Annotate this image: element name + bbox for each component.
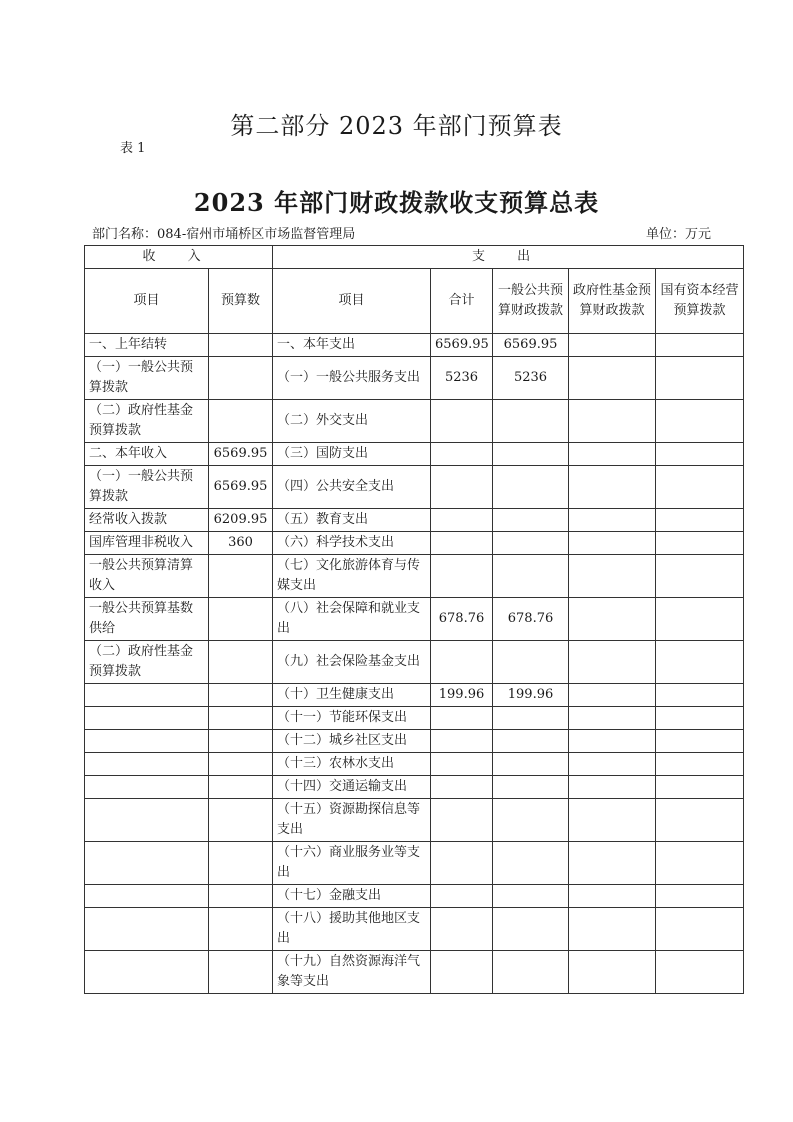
table-row	[85, 908, 744, 951]
expense-item-cell: （三）国防支出	[273, 443, 431, 466]
fund-budget-cell	[569, 357, 656, 400]
table-row	[85, 730, 744, 753]
expense-item-cell: （九）社会保险基金支出	[273, 641, 431, 684]
general-budget-cell: 678.76	[493, 598, 569, 641]
table-row	[85, 466, 744, 509]
general-budget-cell	[493, 443, 569, 466]
state-capital-cell	[656, 443, 744, 466]
expense-item-cell: （十四）交通运输支出	[273, 776, 431, 799]
expense-item-cell: （十七）金融支出	[273, 885, 431, 908]
income-value-cell	[209, 555, 273, 598]
fund-budget-cell	[569, 466, 656, 509]
income-value-cell	[209, 885, 273, 908]
general-budget-cell	[493, 799, 569, 842]
income-value-cell: 360	[209, 532, 273, 555]
total-cell	[431, 908, 493, 951]
total-cell: 5236	[431, 357, 493, 400]
total-cell	[431, 885, 493, 908]
table-row	[85, 951, 744, 994]
table-body	[85, 334, 744, 994]
total-cell	[431, 532, 493, 555]
income-group-header: 收 入	[85, 246, 273, 269]
expense-item-cell: （十八）援助其他地区支出	[273, 908, 431, 951]
income-value-cell	[209, 334, 273, 357]
state-capital-cell	[656, 532, 744, 555]
fund-budget-cell	[569, 684, 656, 707]
income-item-cell	[85, 684, 209, 707]
expense-item-header: 项目	[273, 269, 431, 334]
table-row	[85, 885, 744, 908]
table-row	[85, 334, 744, 357]
expense-item-cell: （六）科学技术支出	[273, 532, 431, 555]
general-budget-cell	[493, 730, 569, 753]
income-value-cell	[209, 842, 273, 885]
total-cell	[431, 799, 493, 842]
total-cell	[431, 730, 493, 753]
budget-table	[84, 245, 744, 994]
income-item-cell: （一）一般公共预算拨款	[85, 466, 209, 509]
income-item-cell: 一般公共预算基数供给	[85, 598, 209, 641]
table-title: 2023 年部门财政拨款收支预算总表	[193, 188, 600, 217]
total-cell	[431, 400, 493, 443]
state-capital-cell	[656, 598, 744, 641]
total-cell	[431, 641, 493, 684]
income-value-cell	[209, 598, 273, 641]
income-value-cell	[209, 908, 273, 951]
total-cell	[431, 555, 493, 598]
state-capital-cell	[656, 776, 744, 799]
department-name: 部门名称：084-宿州市埇桥区市场监督管理局	[92, 227, 356, 242]
income-item-cell	[85, 885, 209, 908]
table-row	[85, 707, 744, 730]
expense-item-cell: （十六）商业服务业等支出	[273, 842, 431, 885]
fund-budget-cell	[569, 885, 656, 908]
income-value-cell	[209, 799, 273, 842]
income-value-cell	[209, 730, 273, 753]
general-budget-cell	[493, 555, 569, 598]
table-row	[85, 400, 744, 443]
total-cell	[431, 753, 493, 776]
table-row	[85, 753, 744, 776]
general-budget-cell	[493, 908, 569, 951]
general-budget-cell	[493, 951, 569, 994]
fund-budget-cell	[569, 908, 656, 951]
income-item-cell	[85, 707, 209, 730]
total-cell	[431, 707, 493, 730]
income-value-cell	[209, 753, 273, 776]
income-value-cell: 6569.95	[209, 466, 273, 509]
income-value-cell: 6569.95	[209, 443, 273, 466]
state-capital-cell	[656, 466, 744, 509]
state-capital-cell	[656, 730, 744, 753]
unit-label: 单位：万元	[646, 227, 712, 242]
income-item-cell: （二）政府性基金预算拨款	[85, 400, 209, 443]
general-budget-cell	[493, 509, 569, 532]
table-row	[85, 598, 744, 641]
income-value-cell	[209, 357, 273, 400]
general-budget-cell	[493, 885, 569, 908]
fund-budget-cell	[569, 598, 656, 641]
income-item-cell	[85, 799, 209, 842]
income-value-cell	[209, 641, 273, 684]
expense-item-cell: （四）公共安全支出	[273, 466, 431, 509]
fund-budget-cell	[569, 334, 656, 357]
fund-budget-cell	[569, 555, 656, 598]
income-item-cell: 国库管理非税收入	[85, 532, 209, 555]
income-item-cell: （一）一般公共预算拨款	[85, 357, 209, 400]
fund-budget-cell	[569, 400, 656, 443]
general-budget-cell: 199.96	[493, 684, 569, 707]
general-budget-cell: 6569.95	[493, 334, 569, 357]
state-capital-cell	[656, 799, 744, 842]
general-budget-cell	[493, 776, 569, 799]
general-budget-cell	[493, 466, 569, 509]
total-cell: 6569.95	[431, 334, 493, 357]
table-row	[85, 842, 744, 885]
state-capital-cell	[656, 334, 744, 357]
expense-item-cell: （十二）城乡社区支出	[273, 730, 431, 753]
income-value-cell	[209, 951, 273, 994]
fund-budget-cell	[569, 707, 656, 730]
income-value-cell	[209, 707, 273, 730]
general-budget-cell	[493, 707, 569, 730]
income-item-cell: 一般公共预算清算收入	[85, 555, 209, 598]
total-cell: 199.96	[431, 684, 493, 707]
expense-item-cell: （一）一般公共服务支出	[273, 357, 431, 400]
expense-item-cell: （十三）农林水支出	[273, 753, 431, 776]
total-cell: 678.76	[431, 598, 493, 641]
general-budget-cell	[493, 400, 569, 443]
state-capital-cell	[656, 555, 744, 598]
expense-item-cell: （十一）节能环保支出	[273, 707, 431, 730]
fund-budget-cell	[569, 842, 656, 885]
fund-budget-cell	[569, 509, 656, 532]
general-budget-header: 一般公共预算财政拨款	[493, 269, 569, 334]
table-row	[85, 555, 744, 598]
total-cell	[431, 509, 493, 532]
fund-budget-cell	[569, 776, 656, 799]
income-value-cell	[209, 684, 273, 707]
state-capital-cell	[656, 885, 744, 908]
state-capital-cell	[656, 400, 744, 443]
fund-budget-cell	[569, 641, 656, 684]
general-budget-cell	[493, 532, 569, 555]
expense-item-cell: （十五）资源勘探信息等支出	[273, 799, 431, 842]
expense-item-cell: （五）教育支出	[273, 509, 431, 532]
income-item-cell: 经常收入拨款	[85, 509, 209, 532]
expense-item-cell: （八）社会保障和就业支出	[273, 598, 431, 641]
general-budget-cell: 5236	[493, 357, 569, 400]
state-capital-cell	[656, 908, 744, 951]
fund-budget-cell	[569, 753, 656, 776]
total-cell	[431, 443, 493, 466]
state-capital-cell	[656, 684, 744, 707]
income-item-cell	[85, 951, 209, 994]
general-budget-cell	[493, 842, 569, 885]
state-capital-cell	[656, 357, 744, 400]
state-capital-cell	[656, 951, 744, 994]
fund-budget-header: 政府性基金预算财政拨款	[569, 269, 656, 334]
fund-budget-cell	[569, 532, 656, 555]
income-item-cell	[85, 753, 209, 776]
state-capital-header: 国有资本经营预算拨款	[656, 269, 744, 334]
expense-group-header: 支 出	[273, 246, 744, 269]
total-cell	[431, 842, 493, 885]
table-row	[85, 443, 744, 466]
total-cell	[431, 776, 493, 799]
table-row	[85, 509, 744, 532]
total-cell	[431, 951, 493, 994]
total-cell	[431, 466, 493, 509]
table-number: 表 1	[120, 141, 146, 156]
expense-item-cell: 一、本年支出	[273, 334, 431, 357]
income-value-cell: 6209.95	[209, 509, 273, 532]
income-item-cell: 二、本年收入	[85, 443, 209, 466]
expense-item-cell: （十）卫生健康支出	[273, 684, 431, 707]
income-budget-header: 预算数	[209, 269, 273, 334]
income-item-cell	[85, 908, 209, 951]
general-budget-cell	[493, 641, 569, 684]
income-item-cell	[85, 842, 209, 885]
income-item-cell	[85, 730, 209, 753]
table-row	[85, 799, 744, 842]
general-budget-cell	[493, 753, 569, 776]
table-row	[85, 532, 744, 555]
table-row	[85, 684, 744, 707]
total-header: 合计	[431, 269, 493, 334]
income-value-cell	[209, 776, 273, 799]
part-title: 第二部分 2023 年部门预算表	[230, 112, 563, 140]
state-capital-cell	[656, 842, 744, 885]
table-row	[85, 776, 744, 799]
income-value-cell	[209, 400, 273, 443]
expense-item-cell: （二）外交支出	[273, 400, 431, 443]
expense-item-cell: （十九）自然资源海洋气象等支出	[273, 951, 431, 994]
fund-budget-cell	[569, 799, 656, 842]
state-capital-cell	[656, 707, 744, 730]
table-row	[85, 357, 744, 400]
fund-budget-cell	[569, 443, 656, 466]
expense-item-cell: （七）文化旅游体育与传媒支出	[273, 555, 431, 598]
state-capital-cell	[656, 753, 744, 776]
income-item-header: 项目	[85, 269, 209, 334]
state-capital-cell	[656, 641, 744, 684]
income-item-cell: （二）政府性基金预算拨款	[85, 641, 209, 684]
fund-budget-cell	[569, 730, 656, 753]
table-row	[85, 641, 744, 684]
fund-budget-cell	[569, 951, 656, 994]
state-capital-cell	[656, 509, 744, 532]
income-item-cell: 一、上年结转	[85, 334, 209, 357]
income-item-cell	[85, 776, 209, 799]
